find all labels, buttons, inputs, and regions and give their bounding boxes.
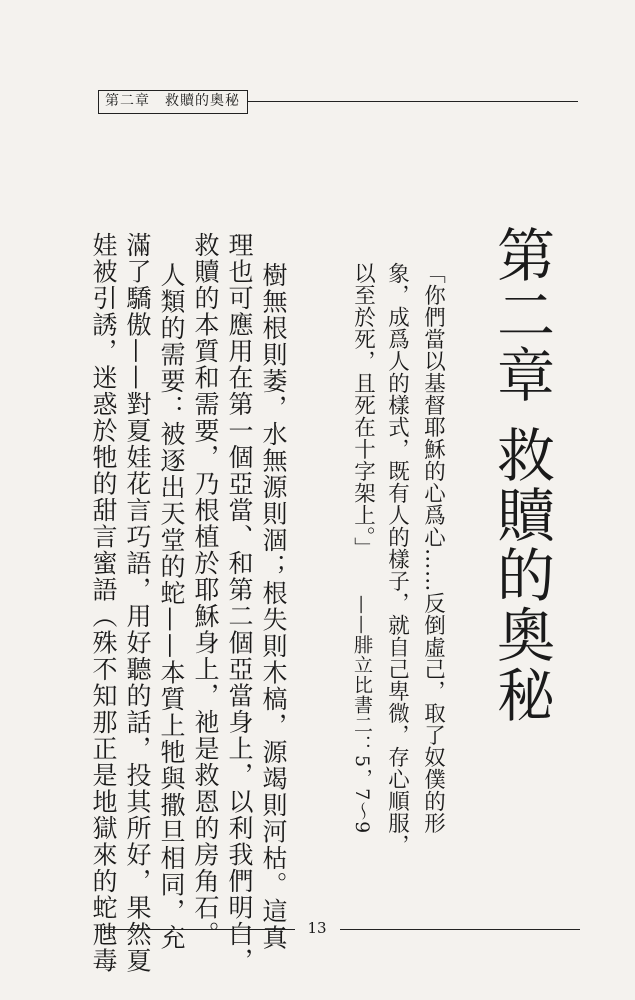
body-line-3: 救贖的本質和需要，乃根植於耶穌身上，祂是救恩的房角石。 — [191, 232, 220, 948]
page-number: 13 — [307, 919, 327, 937]
quote-line-2: 象，成爲人的樣式，既有人的樣子，就自己卑微，存心順服， — [384, 262, 410, 856]
body-line-2: 理也可應用在第一個亞當、和第二個亞當身上，以利我們明白， — [225, 232, 254, 974]
header-rule — [248, 101, 578, 102]
quote-reference: ——腓立比書二：5，7～9 — [351, 595, 373, 835]
footer-rule-right — [340, 929, 580, 930]
body-line-6: 娃被引誘，迷惑於牠的甜言蜜語（殊不知那正是地獄來的蛇虺毒 — [89, 232, 118, 974]
body-line-5: 滿了驕傲——對夏娃花言巧語，用好聽的話，投其所好，果然夏 — [123, 232, 152, 974]
quote-line-1: 「你們當以基督耶穌的心爲心……反倒虛己，取了奴僕的形 — [420, 262, 446, 834]
chapter-title-line1: 第二章 — [487, 225, 555, 405]
chapter-header-label: 第二章 救贖的奧秘 — [98, 90, 248, 114]
body-line-4: 人類的需要：被逐出天堂的蛇——本質上牠與撒旦相同，充 — [157, 262, 186, 951]
chapter-title-line2: 救贖的奧秘 — [487, 425, 555, 725]
quote-line-3: 以至於死，且死在十字架上。」 — [350, 262, 376, 560]
footer-rule-left — [95, 929, 295, 930]
body-line-1: 樹無根則萎，水無源則涸；根失則木槁，源竭則河枯。這真 — [259, 262, 288, 951]
